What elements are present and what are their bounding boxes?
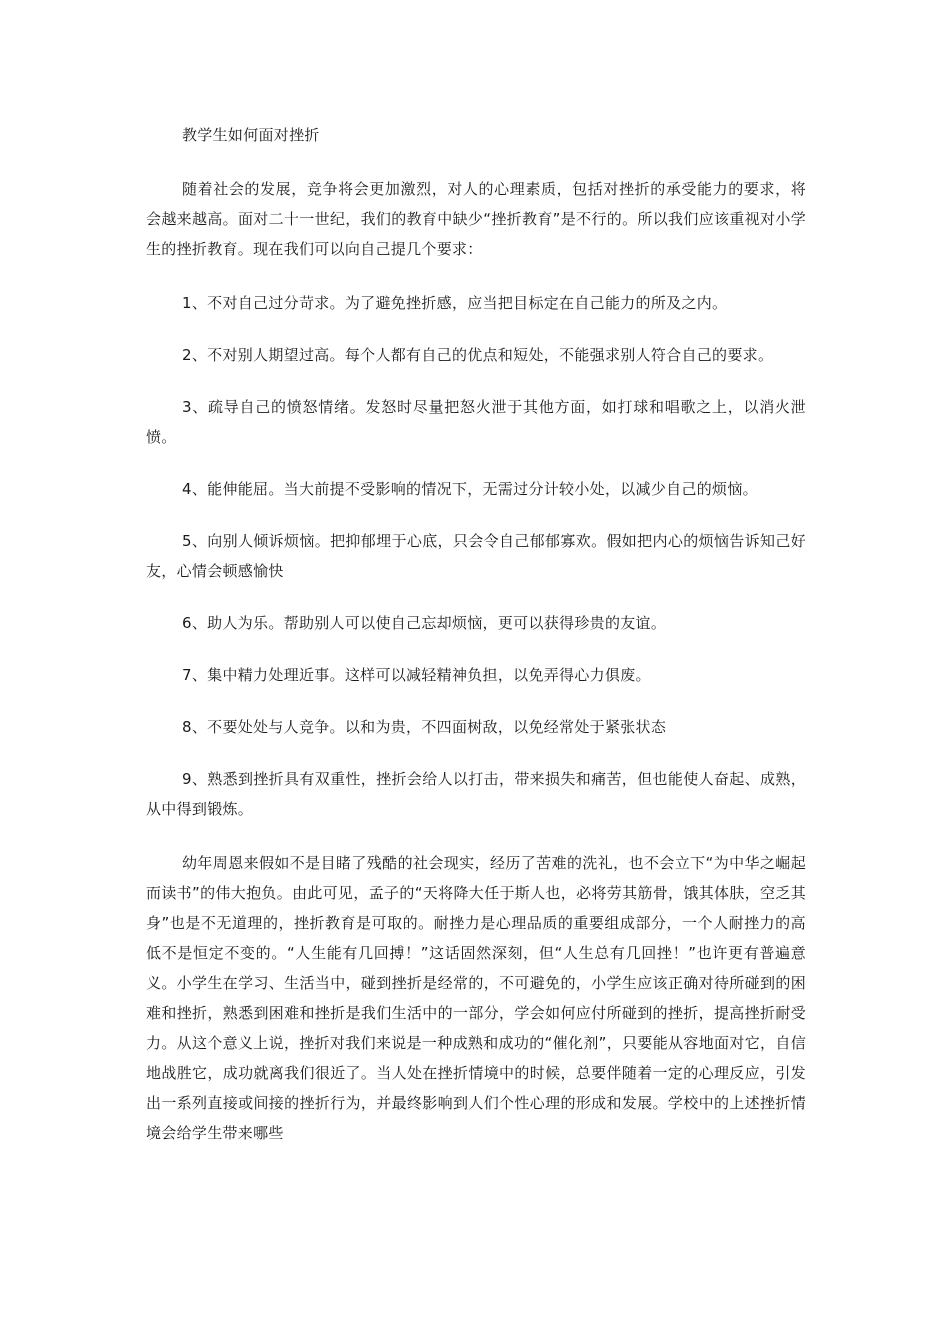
list-item-8: 8、不要处处与人竞争。以和为贵，不四面树敌，以免经常处于紧张状态 [182, 718, 667, 736]
list-item-6: 6、助人为乐。帮助别人可以使自己忘却烦恼，更可以获得珍贵的友谊。 [182, 614, 667, 632]
list-item-4: 4、能伸能屈。当大前提不受影响的情况下，无需过分计较小处，以减少自己的烦恼。 [182, 480, 758, 498]
list-item-9: 9、熟悉到挫折具有双重性，挫折会给人以打击，带来损失和痛苦，但也能使人奋起、成熟，从中得到锻炼。 [146, 770, 806, 818]
document-title: 教学生如何面对挫折 [182, 126, 320, 144]
list-item-5: 5、向别人倾诉烦恼。把抑郁埋于心底，只会令自己郁郁寡欢。假如把内心的烦恼告诉知己好友，心情会顿感愉快 [146, 532, 806, 580]
closing-paragraph: 幼年周恩来假如不是目睹了残酷的社会现实，经历了苦难的洗礼，也不会立下“为中华之崛起而读书”的伟大抱负。由此可见，孟子的“天将降大任于斯人也，必将劳其筋骨，饿其体肤，空乏其身”也是不无道理的，挫折教育是可取的。耐挫力是心理品质的重要组成部分，一个人耐挫力的高低不是恒定不变的。“人生能有几回搏！”这话固然深刻，但“人生总有几回挫！”也许更有普遍意义。小学生在学习、生活当中，碰到挫折是经常的，不可避免的，小学生应该正确对待所碰到的困难和挫折，熟悉到困难和挫折是我们生活中的一部分，学会如何应付所碰到的挫折，提高挫折耐受力。从这个意义上说，挫折对我们来说是一种成熟和成功的“催化剂”，只要能从容地面对它，自信地战胜它，成功就离我们很近了。当人处在挫折情境中的时候，总要伴随着一定的心理反应，引发出一系列直接或间接的挫折行为，并最终影响到人们个性心理的形成和发展。学校中的上述挫折情境会给学生带来哪些 [146, 854, 806, 1142]
list-item-7: 7、集中精力处理近事。这样可以减轻精神负担，以免弄得心力俱废。 [182, 666, 651, 684]
list-item-1: 1、不对自己过分苛求。为了避免挫折感，应当把目标定在自己能力的所及之内。 [182, 294, 728, 312]
document-body [146, 120, 806, 1148]
intro-paragraph: 随着社会的发展，竞争将会更加激烈，对人的心理素质，包括对挫折的承受能力的要求，将会越来越高。面对二十一世纪，我们的教育中缺少“挫折教育”是不行的。所以我们应该重视对小学生的挫折教育。现在我们可以向自己提几个要求： [146, 180, 806, 258]
list-item-3: 3、疏导自己的愤怒情绪。发怒时尽量把怒火泄于其他方面，如打球和唱歌之上，以消火泄愤。 [146, 398, 806, 446]
list-item-2: 2、不对别人期望过高。每个人都有自己的优点和短处，不能强求别人符合自己的要求。 [182, 346, 774, 364]
